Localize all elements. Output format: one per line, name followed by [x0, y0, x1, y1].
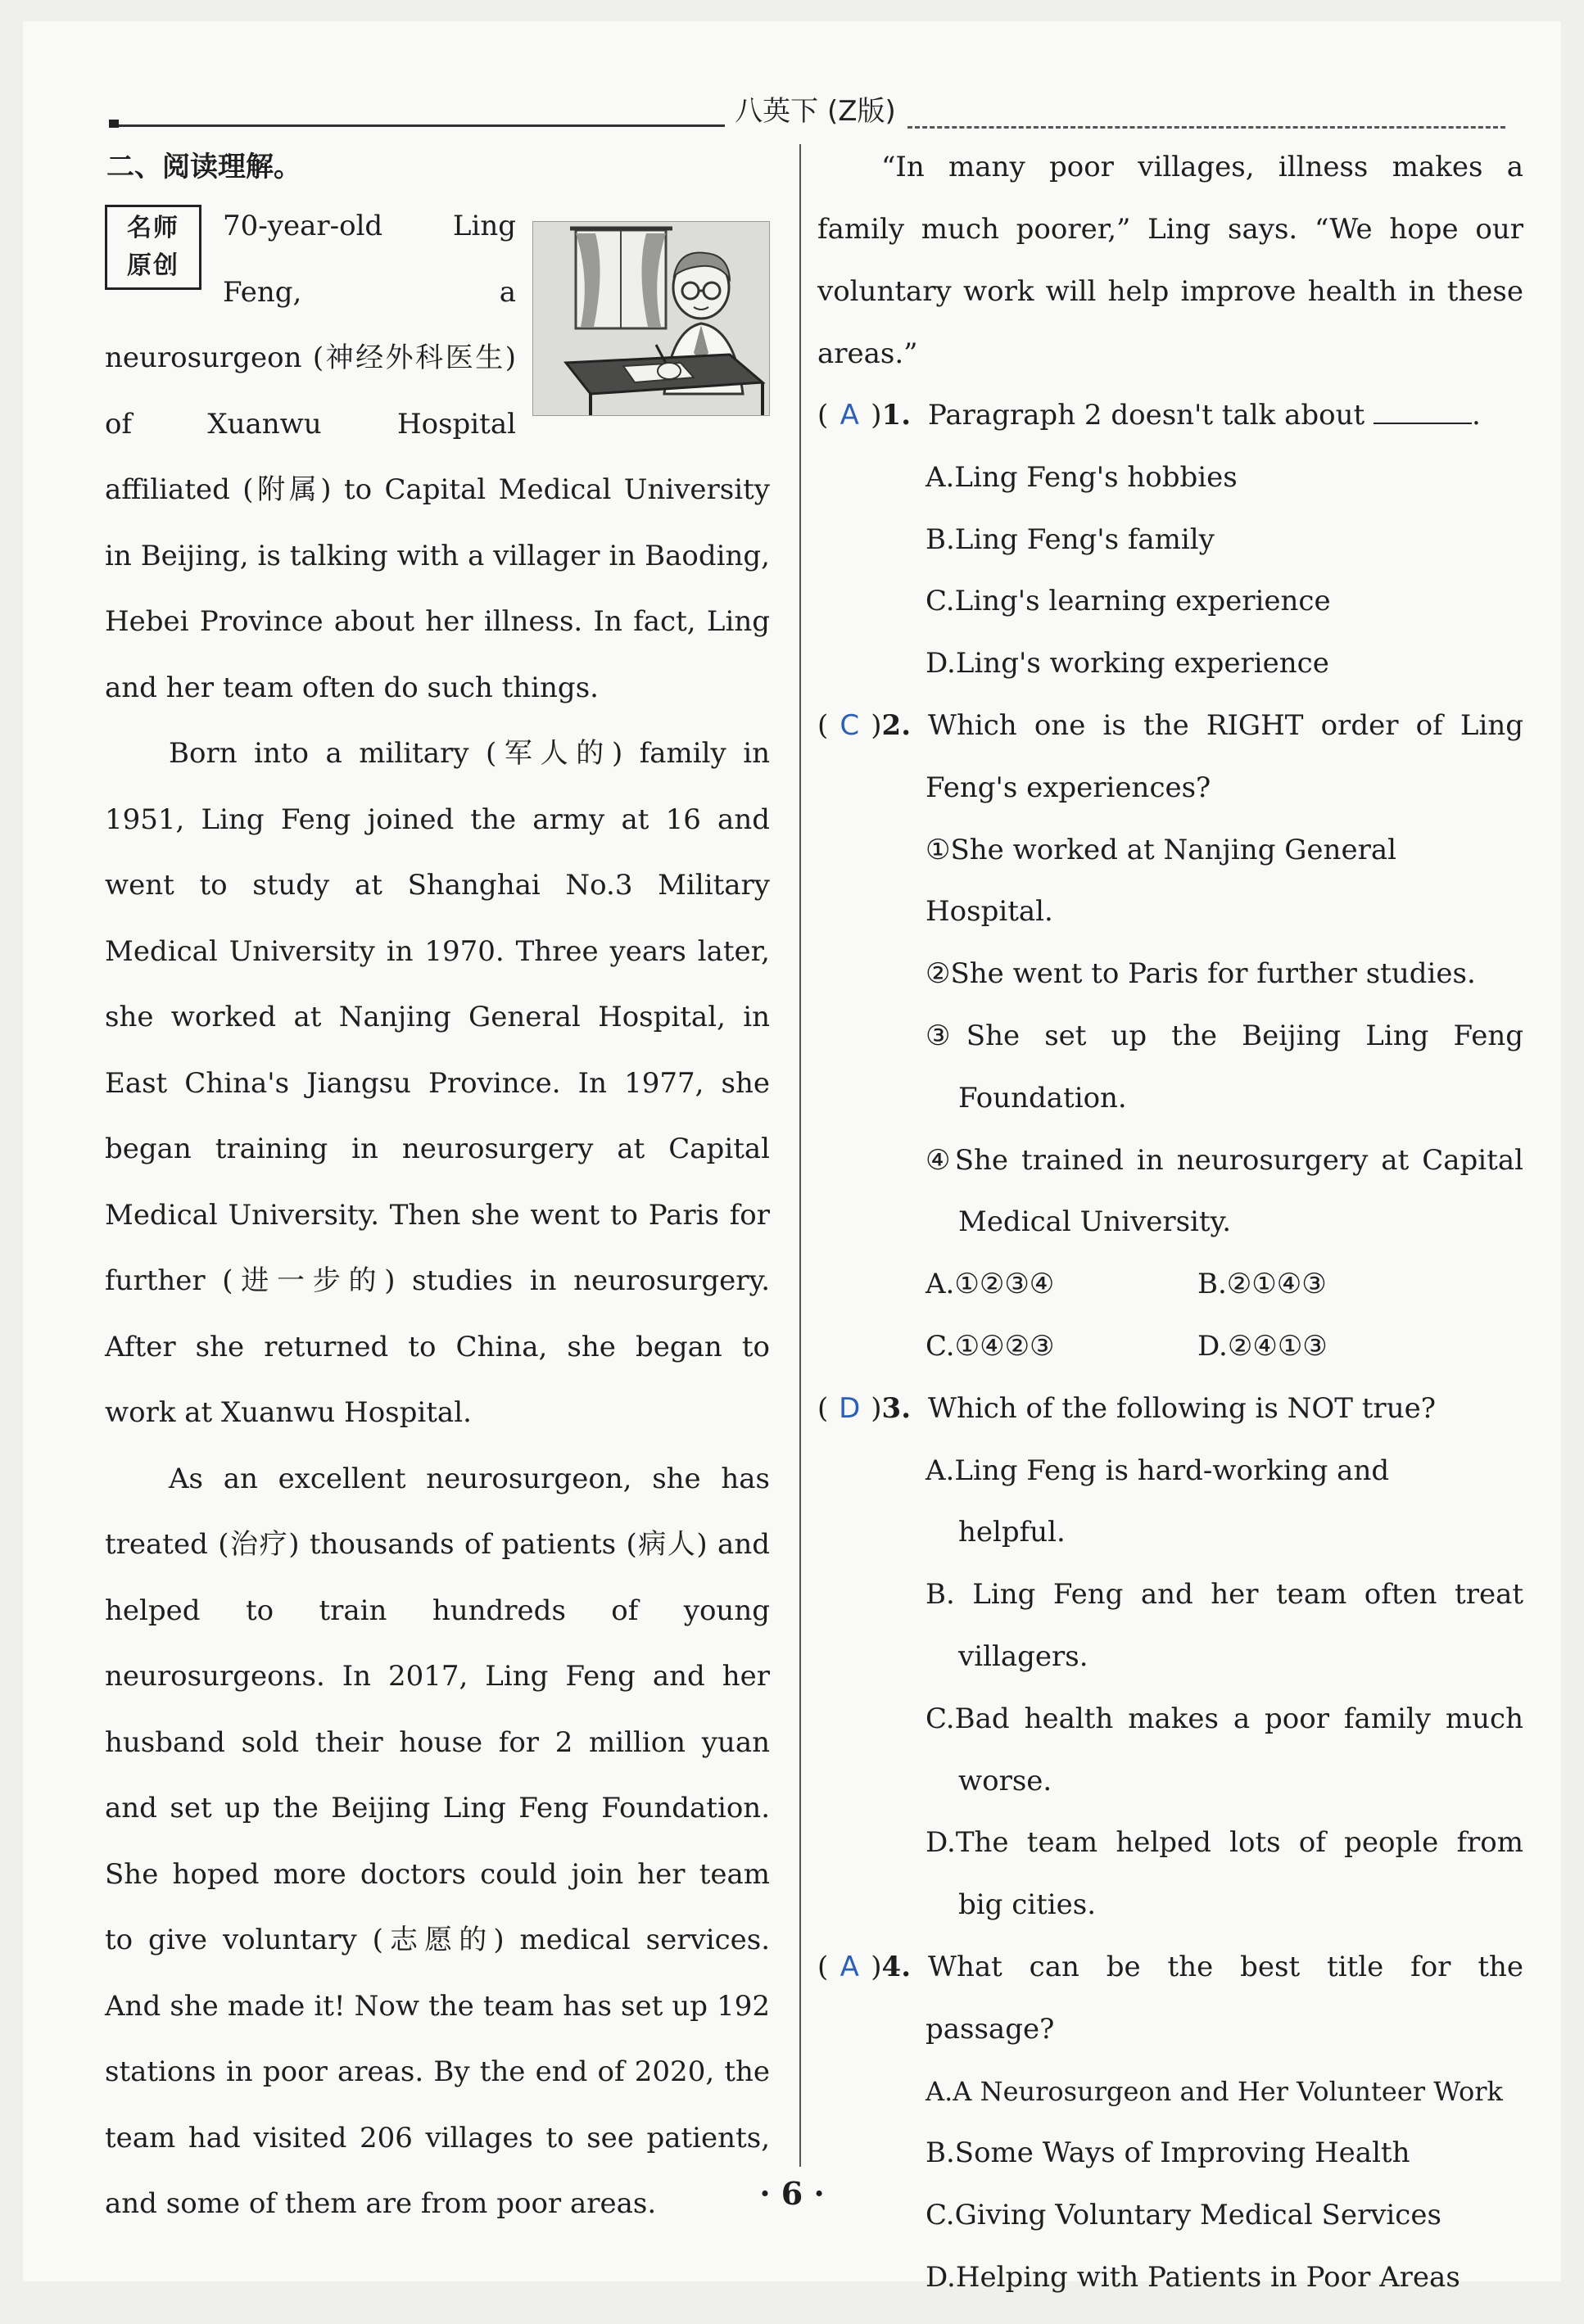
- option-d: D.Ling's working experience: [926, 647, 1329, 680]
- header-marker: [109, 120, 119, 128]
- option-b-continued: villagers.: [958, 1639, 1088, 1673]
- statement-4-continued: Medical University.: [958, 1205, 1232, 1239]
- statement-3: ③She set up the Beijing Ling Feng: [926, 1019, 1523, 1052]
- badge-line-1: 名师: [127, 214, 179, 242]
- answer-letter: D: [839, 1391, 861, 1425]
- answer-letter: A: [840, 399, 859, 432]
- statement-2: ②She went to Paris for further studies.: [926, 957, 1476, 991]
- workbook-page: [23, 21, 1561, 2294]
- doctor-writing-at-desk-icon: [532, 221, 770, 416]
- passage-paragraph-1: 70-year-old Ling Feng, a neurosurgeon (神经外科医生) of Xuanwu Hospital affiliated (附属) to Capital Medical University in Beijing, is talking with a villager in Baoding, Hebei Province about her illness. In fact, Ling and her team often do such things.: [105, 210, 770, 704]
- question-stem: What can be the best title for the: [928, 1950, 1523, 1983]
- question-4: [817, 1937, 1523, 2309]
- answer-bracket: ( D )3.: [817, 1378, 928, 1440]
- question-3: [817, 1378, 1523, 1937]
- option-a: A.Ling Feng's hobbies: [926, 460, 1238, 494]
- option-a: A.A Neurosurgeon and Her Volunteer Work: [926, 2075, 1503, 2107]
- header-title: 八英下 (Z版): [735, 95, 896, 128]
- question-stem: Paragraph 2 doesn't talk about .: [928, 399, 1481, 432]
- original-author-badge: [105, 205, 201, 290]
- option-d-continued: big cities.: [958, 1888, 1097, 1922]
- option-c: C.Giving Voluntary Medical Services: [926, 2199, 1441, 2232]
- question-stem-continued: Feng's experiences?: [926, 771, 1211, 804]
- option-row: [817, 1254, 1523, 1316]
- passage-paragraph-2: Born into a military (军人的) family in 1951, Ling Feng joined the army at 16 and went to study at Shanghai No.3 Military Medical University in 1970. Three years later, she worked at Nanjing General Hospital, in East China's Jiangsu Province. In 1977, she began training in neurosurgery at Capital Medical University. Then she went to Paris for further (进一步的) studies in neurosurgery. After she returned to China, she began to work at Xuanwu Hospital.: [105, 737, 770, 1429]
- column-divider: [799, 144, 801, 2167]
- passage-paragraph-4: “In many poor villages, illness makes a family much poorer,” Ling says. “We hope our voluntary work will help improve health in these areas.”: [817, 151, 1523, 370]
- option-b: B.Some Ways of Improving Health: [926, 2136, 1410, 2170]
- question-1: [817, 385, 1523, 695]
- question-stem: Which one is the RIGHT order of Ling: [928, 708, 1523, 742]
- question-stem-continued: passage?: [926, 2012, 1055, 2046]
- option-b: B. Ling Feng and her team often treat: [926, 1578, 1523, 1612]
- question-stem: Which of the following is NOT true?: [928, 1391, 1436, 1425]
- option-c: C.Ling's learning experience: [926, 585, 1331, 618]
- question-stem-text: Paragraph 2 doesn't talk about: [928, 399, 1365, 432]
- answer-bracket: ( C )2.: [817, 695, 928, 757]
- header-dashed-rule: [907, 126, 1505, 129]
- option-a: A.Ling Feng is hard-working and: [926, 1454, 1390, 1487]
- option-c: C.Bad health makes a poor family much: [926, 1702, 1523, 1735]
- badge-line-2: 原创: [127, 251, 179, 280]
- option-b: B.②①④③: [1197, 1268, 1327, 1301]
- question-2: [817, 695, 1523, 1378]
- question-number: 3.: [881, 1391, 912, 1425]
- header-rule: [119, 124, 725, 127]
- page-number: · 6 ·: [759, 2175, 825, 2212]
- answer-bracket: ( A )4.: [817, 1937, 928, 1999]
- passage-paragraph-3: As an excellent neurosurgeon, she has treated (治疗) thousands of patients (病人) and helped to train hundreds of young neurosurgeons. In 2017, Ling Feng and her husband sold their house for 2 million yuan and set up the Beijing Ling Feng Foundation. She hoped more doctors could join her team to give voluntary (志愿的) medical services. And she made it! Now the team has set up 192 stations in poor areas. By the end of 2020, the team had visited 206 villages to see patients, and some of them are from poor areas.: [105, 1462, 770, 2220]
- answer-letter: A: [840, 1950, 859, 1983]
- option-c-continued: worse.: [958, 1764, 1052, 1797]
- statement-1: ①She worked at Nanjing General Hospital.: [926, 833, 1396, 929]
- passage-column: [105, 193, 770, 2237]
- answer-bracket: ( A )1.: [817, 385, 928, 447]
- option-d: D.②④①③: [1197, 1329, 1328, 1363]
- option-d: D.Helping with Patients in Poor Areas: [926, 2260, 1460, 2294]
- option-b: B.Ling Feng's family: [926, 522, 1215, 556]
- option-d: D.The team helped lots of people from: [926, 1826, 1523, 1860]
- option-a-continued: helpful.: [958, 1516, 1066, 1549]
- statement-4: ④She trained in neurosurgery at Capital: [926, 1143, 1523, 1177]
- section-title: 二、阅读理解。: [106, 151, 301, 183]
- option-row: [817, 1316, 1523, 1378]
- questions-column: [817, 136, 1523, 2309]
- question-number: 2.: [881, 708, 912, 742]
- answer-letter: C: [840, 708, 860, 742]
- answer-blank: [1374, 398, 1472, 424]
- option-c: C.①④②③: [926, 1329, 1055, 1363]
- question-number: 4.: [881, 1950, 912, 1983]
- question-number: 1.: [881, 399, 912, 432]
- statement-3-continued: Foundation.: [958, 1081, 1127, 1115]
- option-a: A.①②③④: [926, 1268, 1055, 1301]
